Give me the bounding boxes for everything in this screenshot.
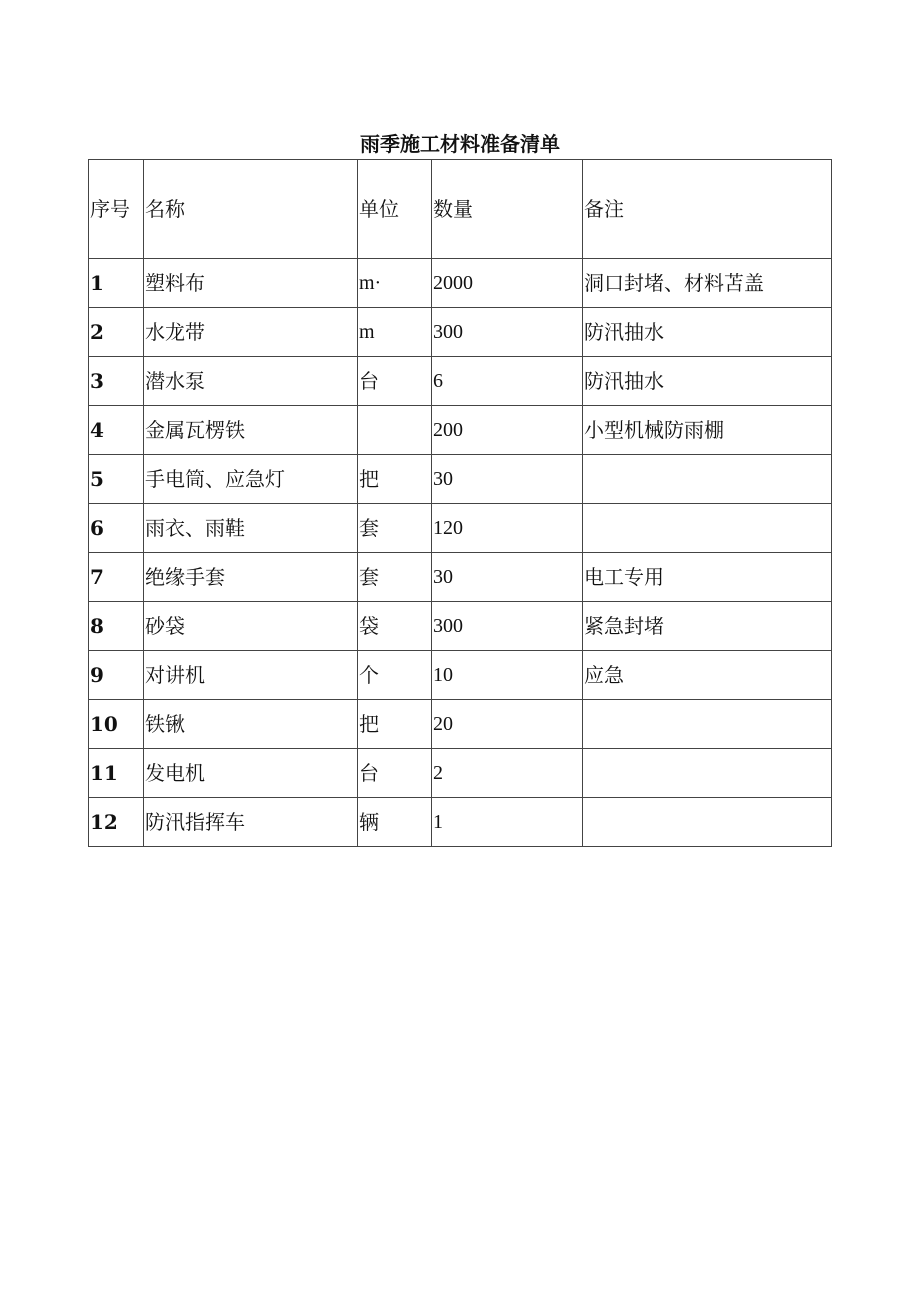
cell-quantity: 20 [432,700,583,749]
cell-index: 11 [89,749,144,798]
table-row [89,553,832,602]
table-row [89,798,832,847]
header-quantity: 数量 [432,160,583,259]
cell-remark: 应急 [583,651,832,700]
cell-index: 7 [89,553,144,602]
cell-quantity: 2 [432,749,583,798]
table-header-row [89,160,832,259]
cell-name: 塑料布 [144,259,358,308]
cell-remark [583,504,832,553]
cell-index: 2 [89,308,144,357]
table-row [89,357,832,406]
cell-name: 手电筒、应急灯 [144,455,358,504]
cell-unit: 辆 [358,798,432,847]
cell-index: 6 [89,504,144,553]
cell-unit: 套 [358,504,432,553]
cell-index: 5 [89,455,144,504]
document-title: 雨季施工材料准备清单 [360,132,560,156]
cell-index: 4 [89,406,144,455]
cell-unit: 套 [358,553,432,602]
cell-quantity: 1 [432,798,583,847]
table-row [89,602,832,651]
cell-index: 10 [89,700,144,749]
cell-quantity: 2000 [432,259,583,308]
cell-name: 对讲机 [144,651,358,700]
cell-remark: 防汛抽水 [583,357,832,406]
cell-name: 铁锹 [144,700,358,749]
cell-remark: 紧急封堵 [583,602,832,651]
cell-quantity: 300 [432,602,583,651]
cell-index: 1 [89,259,144,308]
cell-remark [583,455,832,504]
table-row [89,700,832,749]
cell-quantity: 6 [432,357,583,406]
cell-quantity: 10 [432,651,583,700]
materials-table [88,159,832,847]
cell-quantity: 30 [432,553,583,602]
cell-unit: m· [358,259,432,308]
cell-remark: 防汛抽水 [583,308,832,357]
table-row [89,259,832,308]
cell-remark [583,798,832,847]
cell-index: 8 [89,602,144,651]
cell-quantity: 120 [432,504,583,553]
cell-unit: 把 [358,700,432,749]
cell-name: 绝缘手套 [144,553,358,602]
cell-name: 砂袋 [144,602,358,651]
cell-unit: 把 [358,455,432,504]
materials-table-body [89,160,832,847]
table-row [89,308,832,357]
cell-name: 金属瓦楞铁 [144,406,358,455]
cell-unit: 个 [358,651,432,700]
cell-quantity: 300 [432,308,583,357]
cell-unit: m [358,308,432,357]
cell-index: 3 [89,357,144,406]
table-row [89,651,832,700]
table-row [89,749,832,798]
cell-name: 防汛指挥车 [144,798,358,847]
cell-remark: 洞口封堵、材料苫盖 [583,259,832,308]
cell-name: 水龙带 [144,308,358,357]
cell-unit: 台 [358,357,432,406]
cell-unit: 袋 [358,602,432,651]
table-row [89,504,832,553]
cell-name: 发电机 [144,749,358,798]
header-unit: 单位 [358,160,432,259]
cell-quantity: 30 [432,455,583,504]
cell-quantity: 200 [432,406,583,455]
cell-index: 9 [89,651,144,700]
header-index: 序号 [89,160,144,259]
table-row [89,455,832,504]
cell-remark [583,749,832,798]
cell-index: 12 [89,798,144,847]
cell-name: 潜水泵 [144,357,358,406]
cell-remark: 电工专用 [583,553,832,602]
cell-remark: 小型机械防雨棚 [583,406,832,455]
header-remark: 备注 [583,160,832,259]
header-name: 名称 [144,160,358,259]
cell-remark [583,700,832,749]
table-row [89,406,832,455]
cell-unit: 台 [358,749,432,798]
cell-unit [358,406,432,455]
cell-name: 雨衣、雨鞋 [144,504,358,553]
